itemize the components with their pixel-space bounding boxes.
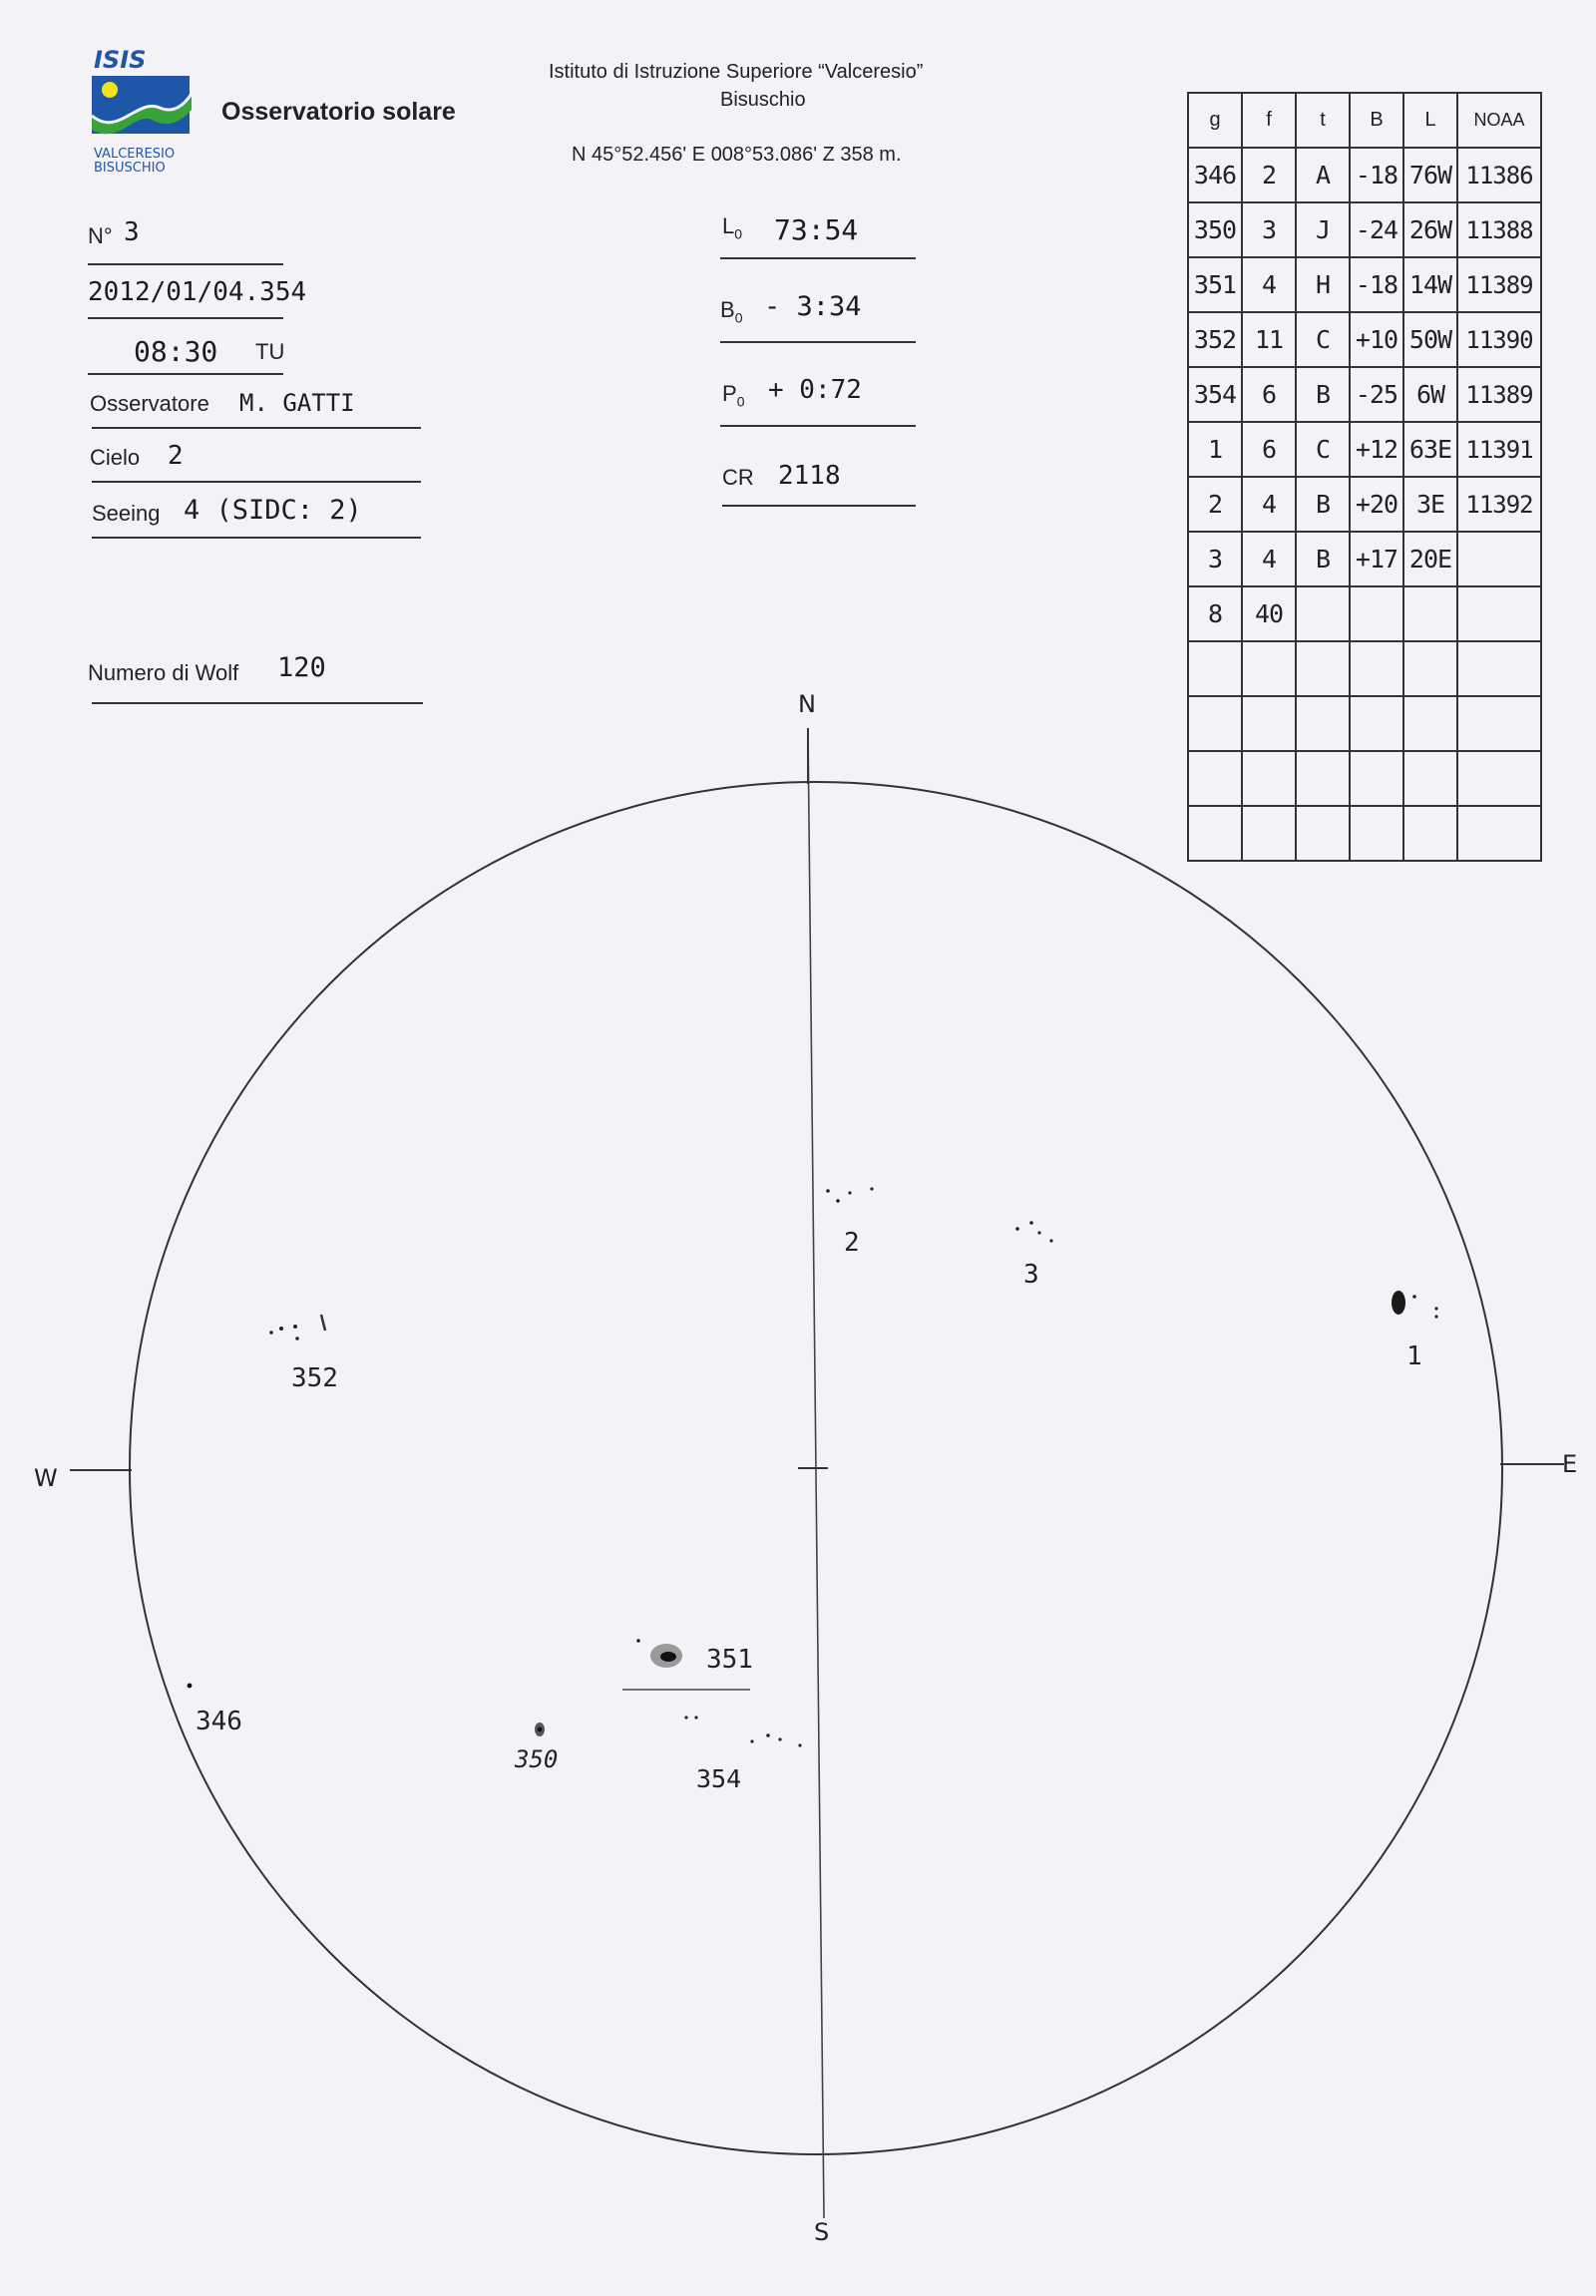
observer-value: M. GATTI xyxy=(239,389,355,417)
table-cell-b: -18 xyxy=(1350,148,1403,202)
table-cell-noaa: 11389 xyxy=(1457,367,1541,422)
number-label: N° xyxy=(88,223,113,248)
table-cell-l: 76W xyxy=(1403,148,1457,202)
col-header-f: f xyxy=(1242,93,1296,148)
p0-value: + 0:72 xyxy=(768,375,862,405)
table-cell-noaa: 11391 xyxy=(1457,422,1541,477)
table-cell-l: 20E xyxy=(1403,532,1457,586)
table-cell-f: 4 xyxy=(1242,532,1296,586)
group-label-354: 354 xyxy=(696,1764,742,1793)
sky-label: Cielo xyxy=(90,445,141,470)
table-cell-t: J xyxy=(1296,202,1350,257)
number-value: 3 xyxy=(124,217,140,247)
table-cell-f: 6 xyxy=(1242,367,1296,422)
seeing-label: Seeing xyxy=(92,501,161,526)
north-label: N xyxy=(798,690,816,718)
l0-label: $L_0$ xyxy=(722,213,743,242)
table-cell-t: H xyxy=(1296,257,1350,312)
time-unit: TU xyxy=(255,339,285,364)
table-cell-noaa: 11390 xyxy=(1457,312,1541,367)
table-cell-f: 4 xyxy=(1242,477,1296,532)
table-cell-g: 352 xyxy=(1188,312,1242,367)
spot-group-346 xyxy=(188,1684,193,1689)
table-cell-f: 4 xyxy=(1242,257,1296,312)
cr-value: 2118 xyxy=(778,461,841,491)
l0-value: 73:54 xyxy=(774,213,859,246)
school-town: Bisuschio xyxy=(720,89,806,111)
table-cell-b: -18 xyxy=(1350,257,1403,312)
table-cell-b: +10 xyxy=(1350,312,1403,367)
table-cell-l: 6W xyxy=(1403,367,1457,422)
col-header-l: L xyxy=(1403,93,1457,148)
wolf-label: Numero di Wolf xyxy=(88,660,239,685)
table-cell-g: 350 xyxy=(1188,202,1242,257)
sky-value: 2 xyxy=(168,441,184,471)
observatory-title: Osservatorio solare xyxy=(221,98,456,126)
west-label: W xyxy=(34,1464,58,1492)
group-label-346: 346 xyxy=(196,1707,242,1736)
cr-label: CR xyxy=(722,465,754,490)
p0-label: $P_0$ xyxy=(722,381,745,410)
table-cell-t: A xyxy=(1296,148,1350,202)
table-cell-b: -25 xyxy=(1350,367,1403,422)
table-cell-noaa: 11386 xyxy=(1457,148,1541,202)
table-cell-g: 8 xyxy=(1188,586,1242,641)
table-cell-noaa: 11389 xyxy=(1457,257,1541,312)
col-header-g: g xyxy=(1188,93,1242,148)
table-cell-t: C xyxy=(1296,422,1350,477)
table-cell-g: 351 xyxy=(1188,257,1242,312)
table-cell-l: 14W xyxy=(1403,257,1457,312)
table-cell-g: 354 xyxy=(1188,367,1242,422)
table-cell-f: 40 xyxy=(1242,586,1296,641)
group-label-1: 1 xyxy=(1406,1341,1422,1371)
table-cell-g: 346 xyxy=(1188,148,1242,202)
table-cell-noaa: 11392 xyxy=(1457,477,1541,532)
table-cell-l: 50W xyxy=(1403,312,1457,367)
table-cell-g: 3 xyxy=(1188,532,1242,586)
seeing-value: 4 (SIDC: 2) xyxy=(184,495,362,526)
group-label-2: 2 xyxy=(844,1228,860,1258)
logo-wordmark: ISIS xyxy=(94,46,147,74)
site-coordinates: N 45°52.456' E 008°53.086' Z 358 m. xyxy=(572,144,902,166)
time-value: 08:30 xyxy=(134,335,218,368)
col-header-b: B xyxy=(1350,93,1403,148)
table-cell-t: C xyxy=(1296,312,1350,367)
north-south-axis xyxy=(808,728,824,2218)
table-cell-t: B xyxy=(1296,367,1350,422)
south-label: S xyxy=(814,2218,830,2246)
table-cell-l: 63E xyxy=(1403,422,1457,477)
b0-label: $B_0$ xyxy=(720,297,743,326)
table-cell-f: 3 xyxy=(1242,202,1296,257)
table-cell-t: B xyxy=(1296,477,1350,532)
table-cell-g: 1 xyxy=(1188,422,1242,477)
logo-caption-1: VALCERESIO xyxy=(94,147,176,162)
table-cell-l: 3E xyxy=(1403,477,1457,532)
logo-caption-2: BISUSCHIO xyxy=(94,161,166,176)
observer-label: Osservatore xyxy=(90,391,209,416)
spot-group-1 xyxy=(1392,1291,1405,1315)
table-cell-l: 26W xyxy=(1403,202,1457,257)
table-cell-f: 2 xyxy=(1242,148,1296,202)
table-cell-b: +12 xyxy=(1350,422,1403,477)
wolf-value: 120 xyxy=(277,652,326,683)
col-header-t: t xyxy=(1296,93,1350,148)
col-header-noaa: NOAA xyxy=(1457,93,1541,148)
b0-value: - 3:34 xyxy=(764,291,862,322)
table-cell-g: 2 xyxy=(1188,477,1242,532)
group-label-351: 351 xyxy=(706,1645,753,1675)
group-label-350: 350 xyxy=(515,1745,559,1773)
east-label: E xyxy=(1562,1450,1578,1478)
table-cell-t: B xyxy=(1296,532,1350,586)
table-cell-f: 11 xyxy=(1242,312,1296,367)
date-value: 2012/01/04.354 xyxy=(88,277,307,307)
group-label-3: 3 xyxy=(1023,1260,1039,1290)
table-cell-b: -24 xyxy=(1350,202,1403,257)
table-cell-noaa: 11388 xyxy=(1457,202,1541,257)
table-cell-b: +17 xyxy=(1350,532,1403,586)
table-cell-b: +20 xyxy=(1350,477,1403,532)
table-cell-f: 6 xyxy=(1242,422,1296,477)
school-name: Istituto di Istruzione Superiore “Valceresio” xyxy=(549,61,924,83)
group-label-352: 352 xyxy=(291,1363,338,1393)
